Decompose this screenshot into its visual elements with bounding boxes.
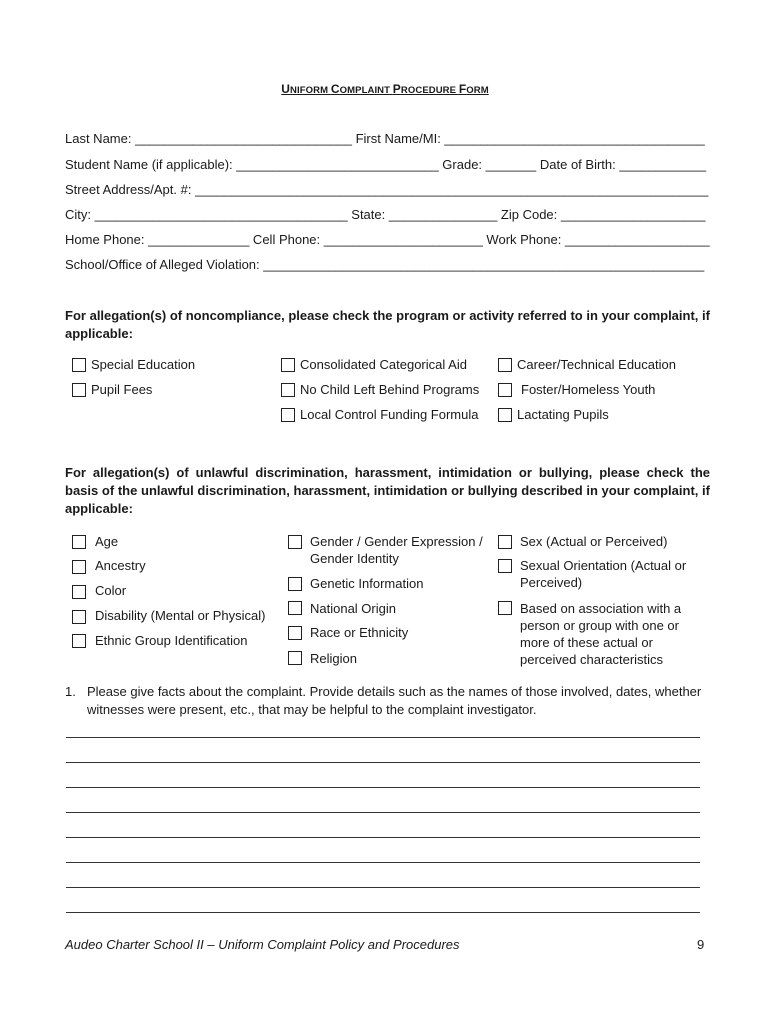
- checkbox-age[interactable]: [72, 535, 86, 549]
- checkbox-sex[interactable]: [498, 535, 512, 549]
- title-word: PROCEDURE: [392, 82, 459, 96]
- checkbox-disability[interactable]: [72, 610, 86, 624]
- answer-line[interactable]: [66, 787, 700, 788]
- checkbox-label: No Child Left Behind Programs: [300, 382, 480, 397]
- page-number: 9: [697, 937, 705, 952]
- checkbox-label: Ancestry: [95, 558, 146, 573]
- checkbox-foster-homeless-youth[interactable]: [498, 383, 512, 397]
- answer-line[interactable]: [66, 812, 700, 813]
- question-1: [65, 683, 715, 719]
- checkbox-label: Religion: [310, 651, 357, 666]
- title-word: FORM: [458, 82, 489, 96]
- title-word: COMPLAINT: [330, 82, 393, 96]
- checkbox-ethnic-group[interactable]: [72, 634, 86, 648]
- checkbox-label: National Origin: [310, 601, 396, 616]
- question-text: Please give facts about the complaint. Provide details such as the names of those involved, dates, whether witnesses were present, etc., that may be helpful to the complaint investigator.: [87, 684, 702, 717]
- answer-line[interactable]: [66, 737, 700, 738]
- checkbox-sexual-orientation[interactable]: [498, 559, 512, 573]
- question-number: 1.: [65, 684, 76, 699]
- checkbox-national-origin[interactable]: [288, 601, 302, 615]
- checkbox-label: Foster/Homeless Youth: [521, 382, 656, 397]
- page-footer: Audeo Charter School II – Uniform Complaint Policy and Procedures: [65, 937, 460, 952]
- name-fields-line[interactable]: Last Name: ______________________________ First Name/MI: ____________________________________: [65, 131, 705, 146]
- answer-line[interactable]: [66, 762, 700, 763]
- discrimination-heading: For allegation(s) of unlawful discrimination, harassment, intimidation or bullying, please check the basis of the unlawful discrimination, harassment, intimidation or bullying described in your complaint, if applicable:: [65, 465, 710, 516]
- checkbox-gender[interactable]: [288, 535, 302, 549]
- checkbox-label: Sexual Orientation (Actual or Perceived): [520, 558, 687, 590]
- checkbox-race-ethnicity[interactable]: [288, 626, 302, 640]
- city-state-zip-line[interactable]: City: ___________________________________ State: _______________ Zip Code: ____________________: [65, 207, 706, 222]
- answer-line[interactable]: [66, 837, 700, 838]
- title-word: UNIFORM: [281, 82, 331, 96]
- checkbox-no-child-left-behind[interactable]: [281, 383, 295, 397]
- checkbox-pupil-fees[interactable]: [72, 383, 86, 397]
- checkbox-label: Career/Technical Education: [517, 357, 676, 372]
- checkbox-special-education[interactable]: [72, 358, 86, 372]
- checkbox-ancestry[interactable]: [72, 560, 86, 574]
- checkbox-label: Sex (Actual or Perceived): [520, 534, 668, 549]
- checkbox-local-control-funding[interactable]: [281, 408, 295, 422]
- checkbox-lactating-pupils[interactable]: [498, 408, 512, 422]
- answer-line[interactable]: [66, 887, 700, 888]
- checkbox-career-technical-education[interactable]: [498, 358, 512, 372]
- phone-fields-line[interactable]: Home Phone: ______________ Cell Phone: ______________________ Work Phone: ____________________: [65, 232, 710, 247]
- checkbox-label: Genetic Information: [310, 576, 424, 591]
- noncompliance-heading: For allegation(s) of noncompliance, please check the program or activity referred to in your complaint, if applicable:: [65, 308, 710, 341]
- checkbox-genetic-information[interactable]: [288, 577, 302, 591]
- checkbox-label: Ethnic Group Identification: [95, 633, 248, 648]
- checkbox-label: Race or Ethnicity: [310, 625, 409, 640]
- checkbox-religion[interactable]: [288, 651, 302, 665]
- checkbox-label: Based on association with a person or group with one or more of these actual or perceived characteristics: [520, 601, 682, 667]
- checkbox-label: Gender / Gender Expression / Gender Identity: [310, 534, 483, 566]
- checkbox-label: Local Control Funding Formula: [300, 407, 479, 422]
- checkbox-label: Pupil Fees: [91, 382, 153, 397]
- form-title: [0, 82, 770, 96]
- checkbox-label: Age: [95, 534, 119, 549]
- student-fields-line[interactable]: Student Name (if applicable): ____________________________ Grade: _______ Date of Birth: ____________: [65, 157, 707, 172]
- checkbox-label: Disability (Mental or Physical): [95, 608, 266, 623]
- answer-line[interactable]: [66, 862, 700, 863]
- checkbox-color[interactable]: [72, 585, 86, 599]
- checkbox-label: Color: [95, 583, 127, 598]
- school-office-field-line[interactable]: School/Office of Alleged Violation: _____________________________________________________________: [65, 257, 705, 272]
- address-field-line[interactable]: Street Address/Apt. #: _______________________________________________________________________: [65, 182, 709, 197]
- checkbox-consolidated-categorical-aid[interactable]: [281, 358, 295, 372]
- checkbox-label: Lactating Pupils: [517, 407, 609, 422]
- checkbox-label: Consolidated Categorical Aid: [300, 357, 467, 372]
- checkbox-label: Special Education: [91, 357, 196, 372]
- answer-line[interactable]: [66, 912, 700, 913]
- checkbox-association[interactable]: [498, 601, 512, 615]
